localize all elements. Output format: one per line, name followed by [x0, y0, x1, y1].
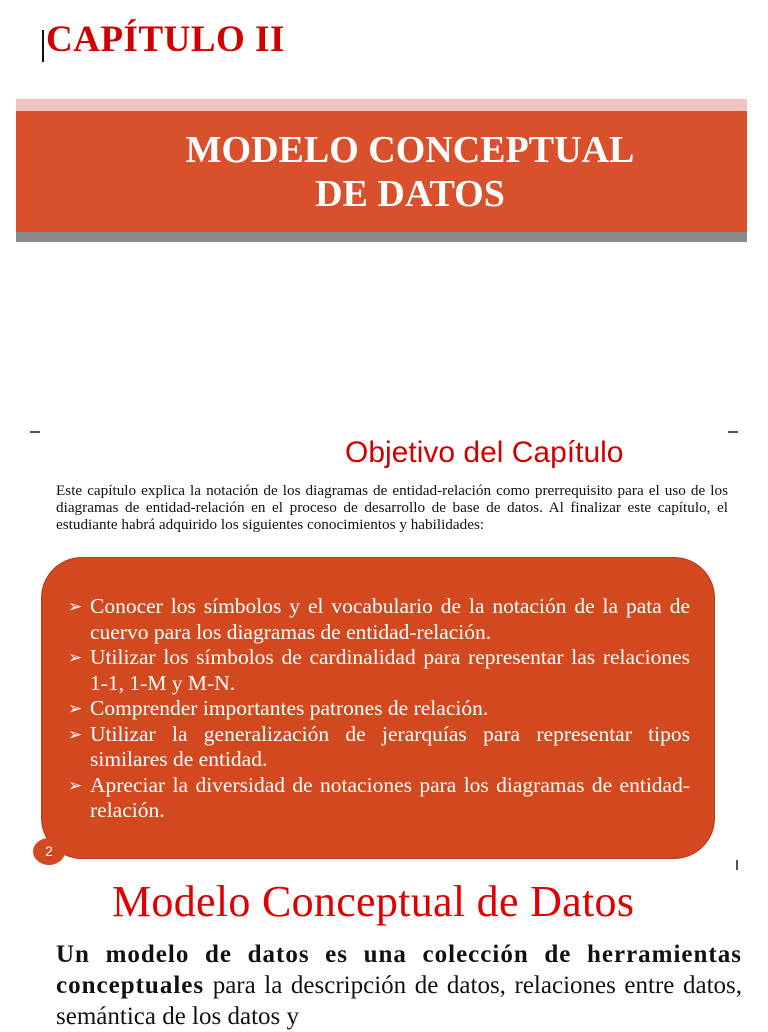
objective-text: Comprender importantes patrones de relación.: [90, 696, 489, 720]
section-heading: Modelo Conceptual de Datos: [112, 877, 635, 926]
objectives-list: [68, 594, 690, 824]
chapter-heading: CAPÍTULO II: [46, 19, 285, 60]
definition-paragraph: [56, 939, 742, 1032]
slide-title-line-2: DE DATOS: [315, 173, 505, 215]
arrow-bullet-icon: ➢: [68, 775, 83, 795]
objective-item: [68, 722, 690, 773]
objective-heading: Objetivo del Capítulo: [345, 436, 624, 469]
objective-text: Utilizar los símbolos de cardinalidad para representar las relaciones 1-1, 1-M y M-N.: [90, 645, 690, 695]
arrow-bullet-icon: ➢: [68, 648, 83, 667]
arrow-bullet-icon: ➢: [68, 699, 83, 718]
objective-item: [68, 645, 690, 696]
slide-title: [130, 128, 690, 216]
text-cursor: [42, 30, 44, 62]
arrow-bullet-icon: ➢: [68, 724, 83, 744]
arrow-bullet-icon: ➢: [68, 597, 83, 616]
objective-text: Apreciar la diversidad de notaciones para los diagramas de entidad-relación.: [90, 772, 690, 822]
objective-item: [68, 773, 690, 824]
objective-text: Utilizar la generalización de jerarquías para representar tipos similares de entidad.: [90, 721, 690, 771]
slide-title-line-1: MODELO CONCEPTUAL: [185, 129, 635, 171]
objective-item: [68, 594, 690, 645]
slide-corner-mark: [736, 860, 738, 870]
title-band-bottom-stripe: [16, 232, 747, 242]
page-number-badge: 2: [33, 838, 65, 865]
slide-corner-mark: [30, 431, 40, 433]
objective-intro-paragraph: Este capítulo explica la notación de los diagramas de entidad-relación como prerrequisito para el uso de los diagramas de entidad-relación en el proceso de desarrollo de base de datos. Al finalizar este capítulo, el estudiante habrá adquirido los siguientes conocimientos y habilidades:: [56, 482, 728, 533]
slide-corner-mark: [728, 431, 738, 433]
objective-text: Conocer los símbolos y el vocabulario de la notación de la pata de cuervo para los diagramas de entidad-relación.: [90, 594, 690, 644]
title-band-top-stripe: [16, 99, 747, 111]
definition-text: para la descripción de datos, relaciones entre datos, semántica de los datos y: [56, 972, 742, 1030]
objective-item: [68, 696, 690, 722]
definition-bold-text: Un modelo de datos es una colección de herramientas conceptuales: [56, 941, 742, 999]
